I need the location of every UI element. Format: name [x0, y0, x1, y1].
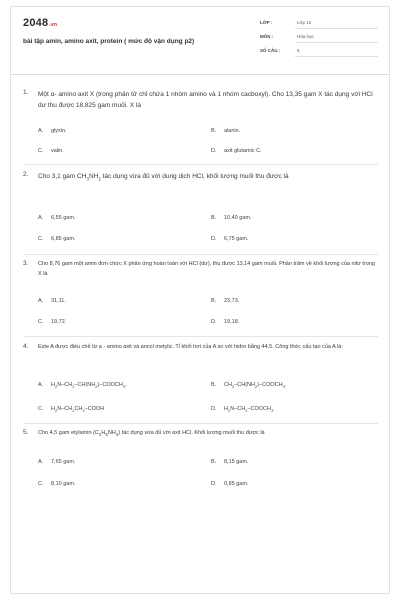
question-divider: [23, 254, 378, 255]
option-formula: [51, 406, 104, 412]
formula-part: N–CH: [57, 382, 73, 388]
formula-sub: 2: [245, 408, 248, 414]
option-text: 6,55 gam.: [51, 215, 76, 221]
option-d[interactable]: [211, 319, 239, 325]
formula-part: –COOCH: [247, 406, 271, 412]
formula-part: H: [51, 406, 55, 412]
formula-part: .: [284, 382, 287, 388]
option-c[interactable]: [38, 148, 64, 154]
formula-sub: 2: [54, 408, 58, 414]
formula-sub: 2: [95, 384, 98, 390]
worksheet-title: bài tập amin, amino axit, protein ( mức độ vận dụng p2): [23, 38, 195, 45]
question-text-sub: 2: [98, 432, 102, 438]
option-text: 23,73.: [224, 298, 240, 304]
meta-class-row: [260, 17, 378, 31]
option-b[interactable]: [211, 298, 239, 304]
option-key: A.: [38, 459, 44, 465]
subject-underline: [295, 42, 378, 43]
option-b[interactable]: [211, 128, 240, 134]
option-c[interactable]: [38, 319, 66, 325]
option-key: B.: [211, 298, 217, 304]
option-key: D.: [211, 236, 217, 242]
worksheet-page: [10, 6, 390, 594]
formula-sub: 2: [72, 408, 75, 414]
formula-sub: 3: [282, 384, 285, 390]
question-divider: [23, 336, 378, 337]
option-a[interactable]: [38, 459, 75, 465]
subject-label: MÔN :: [260, 34, 274, 39]
option-key: D.: [211, 148, 217, 154]
option-text: 19,18.: [224, 319, 240, 325]
question-text: [38, 171, 378, 184]
question-number: 1.: [23, 89, 29, 96]
logo-text: 2048: [23, 17, 49, 29]
option-d[interactable]: [211, 148, 262, 154]
option-formula: [224, 406, 275, 412]
option-key: A.: [38, 298, 44, 304]
option-text: 10,40 gam.: [224, 215, 252, 221]
formula-sub: 2: [227, 408, 231, 414]
option-key: C.: [38, 319, 44, 325]
option-text: 0,85 gam.: [224, 481, 249, 487]
formula-part: H: [51, 382, 55, 388]
option-a[interactable]: [38, 215, 75, 221]
question-text-sub: 2: [115, 432, 119, 438]
formula-part: .: [273, 406, 275, 412]
question-4: [23, 343, 378, 427]
question-number: 4.: [23, 343, 29, 350]
option-a[interactable]: [38, 128, 67, 134]
option-a[interactable]: [38, 382, 127, 389]
option-c[interactable]: [38, 481, 75, 487]
question-text-part: tác dụng vừa đủ với dung dịch HCl, khối lượng muối thu được là: [100, 173, 289, 180]
formula-sub: 2: [54, 384, 58, 390]
class-label: LỚP :: [260, 20, 273, 25]
class-value: Lớp 12: [297, 20, 312, 25]
formula-sub: 3: [122, 384, 126, 390]
meta-subject-row: [260, 31, 378, 45]
option-formula: [224, 382, 286, 388]
formula-part: .: [125, 382, 127, 388]
worksheet-header: [23, 17, 379, 67]
option-d[interactable]: [211, 481, 248, 487]
formula-part: )–COOCH: [97, 382, 123, 388]
count-label: SỐ CÂU :: [260, 48, 281, 53]
formula-sub: 2: [82, 408, 85, 414]
option-text: glyxin.: [51, 128, 67, 134]
option-key: B.: [211, 382, 217, 388]
meta-count-row: [260, 45, 378, 59]
question-1: [23, 89, 378, 169]
question-text: Este A được điều chế từ a - amino axit và ancol metylic. Tỉ khối hơi của A so với hidro bằng 44,5. Công thức cấu tạo của A là:: [38, 344, 343, 350]
option-c[interactable]: [38, 236, 75, 242]
question-text: Một α- amino axit X (trong phân tử chỉ chứa 1 nhóm amino và 1 nhóm cacboxyl). Cho 13,35 gam X tác dụng với HCl dư thu được 18,825 gam muối. X là: [38, 91, 373, 109]
option-key: C.: [38, 236, 44, 242]
option-text: valin.: [51, 148, 64, 154]
header-divider: [11, 74, 389, 75]
option-key: D.: [211, 406, 217, 412]
option-key: C.: [38, 406, 44, 412]
option-key: B.: [211, 459, 217, 465]
question-number: 5.: [23, 429, 29, 436]
option-text: 6,75 gam.: [224, 236, 249, 242]
formula-sub: 2: [254, 384, 258, 390]
formula-part: N–CH: [57, 406, 73, 412]
question-number: 2.: [23, 171, 29, 178]
question-text-sub: 5: [105, 432, 108, 438]
formula-part: CH: [224, 382, 232, 388]
question-text: Cho 8,76 gam một amin đơn chức X phản ứng hoàn toàn với HCl (dư), thu được 13,14 gam muối. Phần trăm về khối lượng của nitơ trong X là: [38, 261, 375, 277]
option-text: 8,15 gam.: [224, 459, 249, 465]
option-text: 7,65 gam.: [51, 459, 76, 465]
question-3: [23, 260, 378, 342]
option-text: 31,11.: [51, 298, 66, 304]
option-c[interactable]: [38, 406, 104, 413]
site-logo[interactable]: [23, 17, 57, 29]
class-underline: [295, 28, 378, 29]
option-key: B.: [211, 215, 217, 221]
question-number: 3.: [23, 260, 29, 267]
question-text-part: NH: [88, 173, 99, 180]
formula-sub: 3: [231, 384, 235, 390]
logo-suffix: .vn: [49, 22, 58, 28]
option-text: axit glutamic C.: [224, 148, 262, 154]
option-key: A.: [38, 382, 44, 388]
formula-part: –COOH: [84, 406, 105, 412]
option-text: 19,72.: [51, 319, 67, 325]
option-key: C.: [38, 481, 44, 487]
formula-part: CH: [74, 406, 83, 412]
subject-value: Hóa học: [297, 34, 314, 39]
option-text: alanin.: [224, 128, 241, 134]
question-divider: [23, 423, 378, 424]
option-key: C.: [38, 148, 44, 154]
question-text-sub: 2: [98, 176, 101, 182]
formula-part: –CH(NH: [234, 382, 255, 388]
question-text-part: Cho 3,1 gam CH: [38, 173, 87, 180]
formula-sub: 2: [72, 384, 75, 390]
option-text: 8,10 gam.: [51, 481, 76, 487]
question-text-part: H: [101, 430, 106, 436]
question-5: [23, 429, 378, 499]
option-key: A.: [38, 128, 44, 134]
option-key: D.: [211, 481, 217, 487]
question-text-part: Cho 4,5 gam etylamin (C: [38, 430, 99, 436]
question-text-part: ) tác dụng vừa đủ với axit HCl. Khối lượng muối thu được là: [118, 430, 265, 436]
question-text: [38, 429, 378, 440]
worksheet-meta: [260, 17, 378, 59]
option-key: A.: [38, 215, 44, 221]
option-d[interactable]: [211, 406, 275, 413]
formula-part: –CH(NH: [74, 382, 96, 388]
question-text-sub: 3: [86, 176, 89, 182]
formula-sub: 3: [270, 408, 274, 414]
option-key: D.: [211, 319, 217, 325]
question-2: [23, 171, 378, 257]
option-key: B.: [211, 128, 217, 134]
formula-part: )–COOCH: [257, 382, 283, 388]
formula-part: N–CH: [230, 406, 246, 412]
count-underline: [295, 56, 378, 57]
formula-part: H: [224, 406, 228, 412]
option-text: 6,85 gam.: [51, 236, 76, 242]
option-d[interactable]: [211, 236, 248, 242]
count-value: 5: [297, 48, 300, 53]
question-text-part: NH: [107, 430, 116, 436]
question-divider: [23, 164, 378, 165]
option-b[interactable]: [211, 382, 286, 389]
option-a[interactable]: [38, 298, 66, 304]
option-b[interactable]: [211, 215, 252, 221]
option-formula: [51, 382, 127, 388]
option-b[interactable]: [211, 459, 248, 465]
